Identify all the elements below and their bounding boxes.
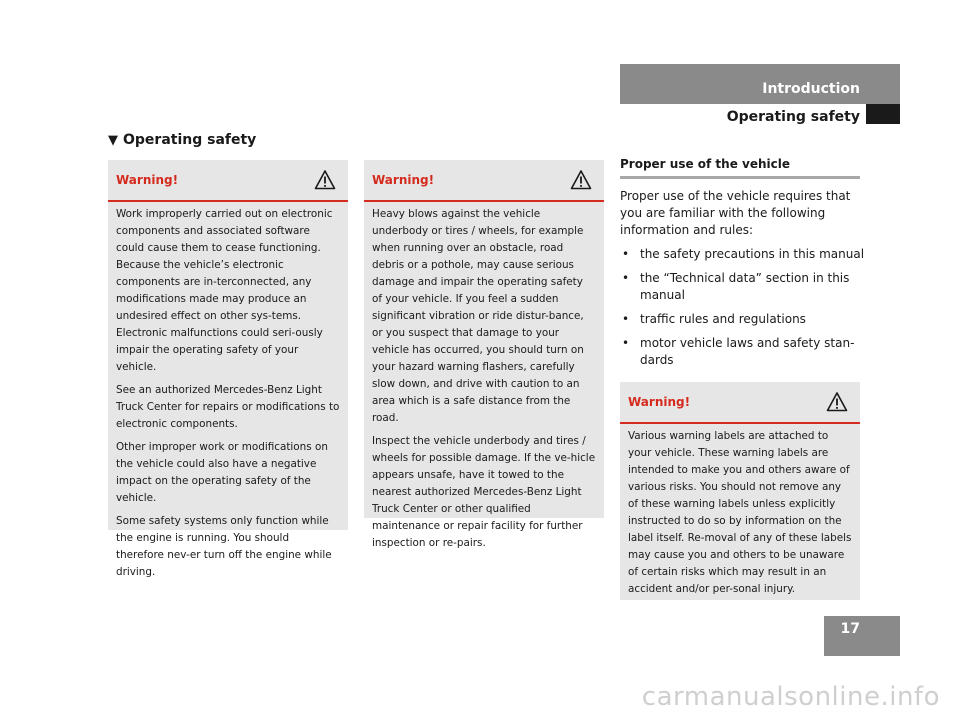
- warning-paragraph: Some safety systems only function while the engine is running. You should therefore nev-er turn off the engine while driving.: [116, 515, 332, 578]
- warning-title: Warning!: [372, 173, 435, 187]
- warning-paragraph: Inspect the vehicle underbody and tires / wheels for possible damage. If the ve-hicle appears unsafe, have it towed to the nearest authorized Mercedes-Benz Light Truck Center or other qualified maintenance or repair facility for further inspection or re-pairs.: [372, 435, 596, 549]
- warning-box-underbody: [364, 160, 604, 549]
- page-number-box: [824, 616, 900, 656]
- warning-triangle-icon: [826, 391, 848, 413]
- warning-paragraph: Work improperly carried out on electronic components and associated software could cause them to cease functioning. Because the vehicle’s electronic components are in-terconnected, any modifications made may produce an undesired effect on other sys-tems. Electronic malfunctions could seri-ously impair the operating safety of your vehicle.: [116, 208, 333, 373]
- warning-paragraph: Other improper work or modifications on the vehicle could also have a negative impact on the operating safety of the vehicle.: [116, 441, 328, 504]
- warning-paragraph: Heavy blows against the vehicle underbody or tires / wheels, for example when running over an obstacle, road debris or a pothole, may cause serious damage and impair the operating safety of your vehicle. If you feel a sudden significant vibration or ride distur-bance, or you suspect that damage to your vehicle has occurred, you should turn on your hazard warning flashers, carefully slow down, and drive with caution to an area which is a safe distance from the road.: [372, 208, 584, 424]
- warning-paragraph: Various warning labels are attached to your vehicle. These warning labels are intended to make you and others aware of various risks. You should not remove any of these warning labels unless explicitly instructed to do so by information on the label itself. Re-moval of any of these labels may cause you and others to be unaware of certain risks which may result in an accident and/or per-sonal injury.: [628, 430, 852, 595]
- list-item: • the “Technical data” section in this manual: [620, 270, 865, 304]
- warning-title: Warning!: [628, 395, 691, 409]
- warning-header: [364, 160, 604, 202]
- warning-box-labels: [620, 382, 860, 600]
- proper-use-intro: Proper use of the vehicle requires that you are familiar with the following information and rules:: [620, 189, 851, 237]
- section-heading: [108, 132, 256, 148]
- header-marker: [866, 104, 900, 124]
- warning-triangle-icon: [570, 169, 592, 191]
- chapter-header-bar: [620, 64, 900, 104]
- warning-header: [108, 160, 348, 202]
- list-item: • traffic rules and regulations: [620, 311, 865, 328]
- warning-triangle-icon: [314, 169, 336, 191]
- triangle-down-icon: ▼: [108, 133, 118, 148]
- section-heading-text: Operating safety: [123, 132, 257, 148]
- list-item: • motor vehicle laws and safety stan-dards: [620, 335, 865, 369]
- watermark: carmanualsonline.info: [641, 682, 940, 712]
- warning-title: Warning!: [116, 173, 179, 187]
- list-item: • the safety precautions in this manual: [620, 246, 865, 263]
- warning-header: [620, 382, 860, 424]
- proper-use-list: [620, 246, 865, 376]
- warning-paragraph: See an authorized Mercedes-Benz Light Truck Center for repairs or modifications to electronic components.: [116, 384, 340, 430]
- chapter-title: Introduction: [762, 81, 860, 97]
- page-number: 17: [840, 621, 860, 637]
- warning-box-electronics: [108, 160, 348, 578]
- proper-use-heading: Proper use of the vehicle: [620, 157, 860, 179]
- section-title: Operating safety: [726, 109, 860, 125]
